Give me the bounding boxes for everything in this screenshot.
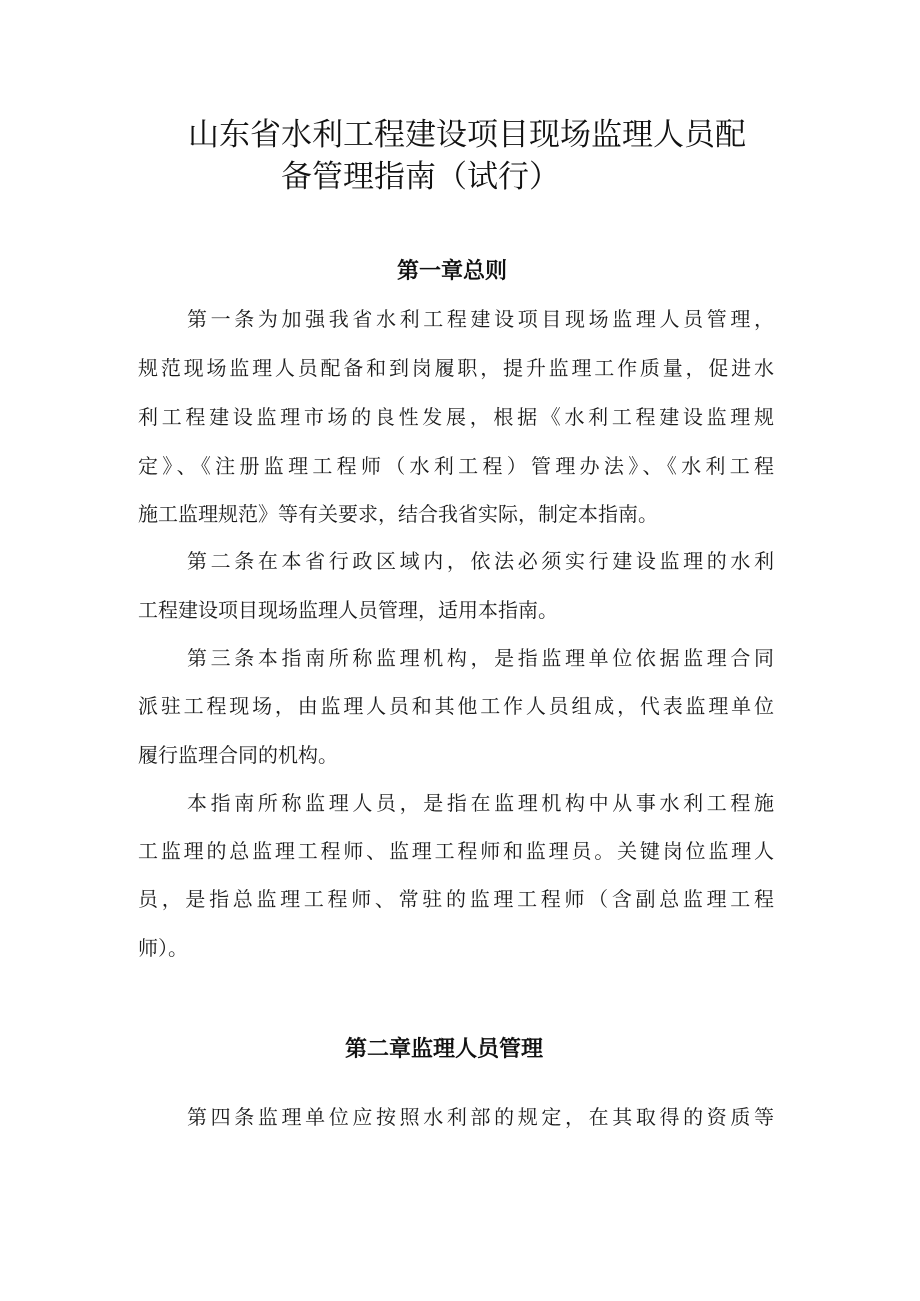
chapter-2-heading: 第二章监理人员管理 — [345, 1037, 544, 1062]
paragraph-line: 本指南所称监理人员，是指在监理机构中从事水利工程施 — [187, 791, 774, 815]
paragraph-line: 利工程建设监理市场的良性发展，根据《水利工程建设监理规 — [138, 405, 774, 429]
paragraph-line: 第四条监理单位应按照水利部的规定，在其取得的资质等 — [187, 1105, 774, 1129]
paragraph-line: 履行监理合同的机构。 — [138, 743, 338, 767]
paragraph-line: 第一条为加强我省水利工程建设项目现场监理人员管理， — [187, 307, 774, 331]
paragraph-line: 第二条在本省行政区域内，依法必须实行建设监理的水利 — [187, 549, 774, 573]
document-title-line-2: 备管理指南（试行） — [281, 159, 560, 195]
paragraph-line: 师）。 — [138, 936, 188, 960]
paragraph-line: 工程建设项目现场监理人员管理，适用本指南。 — [138, 598, 558, 622]
paragraph-line: 第三条本指南所称监理机构，是指监理单位依据监理合同 — [187, 646, 774, 670]
paragraph-line: 派驻工程现场，由监理人员和其他工作人员组成，代表监理单位 — [138, 694, 774, 718]
paragraph-line: 员，是指总监理工程师、常驻的监理工程师（含副总监理工程 — [138, 887, 774, 911]
paragraph-line: 定》、《注册监理工程师（水利工程）管理办法》、《水利工程 — [138, 454, 774, 478]
document-title-line-1: 山东省水利工程建设项目现场监理人员配 — [188, 117, 746, 153]
paragraph-line: 规范现场监理人员配备和到岗履职，提升监理工作质量，促进水 — [138, 356, 774, 380]
chapter-1-heading: 第一章总则 — [397, 259, 508, 284]
paragraph-line: 工监理的总监理工程师、监理工程师和监理员。关键岗位监理人 — [138, 839, 774, 863]
paragraph-line: 施工监理规范》等有关要求，结合我省实际，制定本指南。 — [138, 502, 658, 526]
